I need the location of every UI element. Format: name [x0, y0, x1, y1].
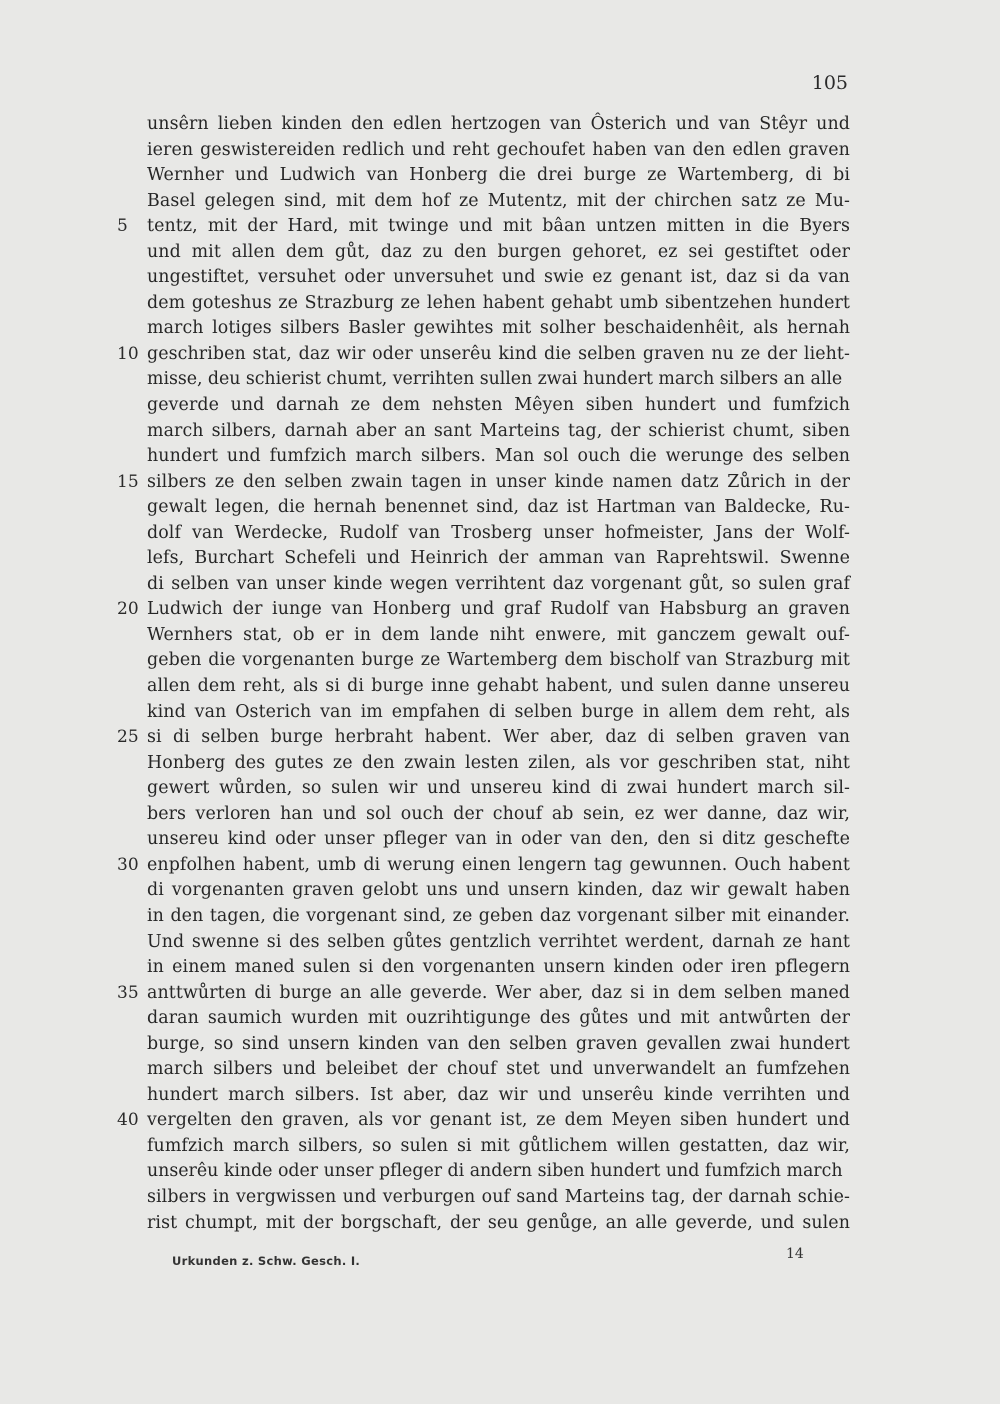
text-line — [147, 674, 850, 700]
line-text: fumfzich march silbers, so sulen si mit gůtlichem willen gestatten, daz wir, — [147, 1135, 850, 1156]
line-text: hundert march silbers. Ist aber, daz wir und unserêu kinde verrihten und — [147, 1084, 850, 1105]
line-text: hundert und fumfzich march silbers. Man sol ouch die werunge des selben — [147, 446, 850, 467]
line-number: 5 — [117, 216, 128, 237]
line-number: 15 — [117, 471, 139, 492]
line-text: unserêu kinde oder unser pfleger di andern siben hundert und fumfzich march — [147, 1161, 843, 1182]
line-text: in einem maned sulen si den vorgenanten unsern kinden oder iren pflegern — [147, 957, 850, 978]
text-line — [147, 367, 850, 393]
line-text: und mit allen dem gůt, daz zu den burgen gehoret, ez sei gestiftet oder — [147, 241, 850, 262]
line-text: kind van Osterich van im empfahen di selben burge in allem dem reht, als — [147, 701, 850, 722]
line-text: Wernhers stat, ob er in dem lande niht enwere, mit ganczem gewalt ouf- — [147, 624, 850, 645]
text-line — [147, 316, 850, 342]
line-text: Und swenne si des selben gůtes gentzlich verrihtet werdent, darnah ze hant — [147, 931, 850, 952]
text-line — [147, 776, 850, 802]
line-text: Honberg des gutes ze den zwain lesten zilen, als vor geschriben stat, niht — [147, 752, 850, 773]
line-text: allen dem reht, als si di burge inne gehabt habent, und sulen danne unsereu — [147, 676, 850, 697]
line-text: enpfolhen habent, umb di werung einen lengern tag gewunnen. Ouch habent — [147, 854, 850, 875]
signature-mark: Urkunden z. Schw. Gesch. I. — [172, 1254, 361, 1268]
line-number: 40 — [117, 1110, 139, 1131]
line-text: lefs, Burchart Schefeli und Heinrich der amman van Raprehtswil. Swenne — [147, 548, 850, 569]
text-line — [117, 1108, 850, 1134]
line-text: silbers in vergwissen und verburgen ouf sand Marteins tag, der darnah schie- — [147, 1186, 850, 1207]
text-line — [147, 112, 850, 138]
text-line — [147, 878, 850, 904]
text-line — [147, 572, 850, 598]
line-text: bers verloren han und sol ouch der chouf ab sein, ez wer danne, daz wir, — [147, 803, 850, 824]
text-line — [117, 725, 850, 751]
line-text: di selben van unser kinde wegen verrihtent daz vorgenant gůt, so sulen graf — [147, 573, 850, 594]
text-line — [147, 291, 850, 317]
text-line — [117, 342, 850, 368]
line-number: 10 — [117, 343, 139, 364]
text-line — [147, 930, 850, 956]
line-text: geverde und darnah ze dem nehsten Mêyen siben hundert und fumfzich — [147, 395, 850, 416]
line-text: misse, deu schierist chumt, verrihten sullen zwai hundert march silbers an alle — [147, 369, 843, 390]
text-line — [147, 904, 850, 930]
line-text: Wernher und Ludwich van Honberg die drei burge ze Wartemberg, di bi — [147, 165, 850, 186]
text-line — [147, 495, 850, 521]
text-line — [147, 1211, 850, 1237]
text-line — [147, 419, 850, 445]
line-text: ungestiftet, versuhet oder unversuhet und swie ez genant ist, daz si da van — [147, 267, 850, 288]
line-text: march silbers, darnah aber an sant Marteins tag, der schierist chumt, siben — [147, 420, 850, 441]
line-number: 25 — [117, 727, 139, 748]
text-line — [147, 521, 850, 547]
line-text: unsereu kind oder unser pfleger van in oder van den, den si ditz geschefte — [147, 829, 850, 850]
text-line — [117, 853, 850, 879]
main-text-block — [117, 112, 850, 1236]
line-number: 20 — [117, 599, 139, 620]
text-line — [147, 751, 850, 777]
text-line — [147, 444, 850, 470]
line-text: geben die vorgenanten burge ze Wartemberg dem bischolf van Strazburg mit — [147, 650, 850, 671]
text-line — [147, 393, 850, 419]
text-line — [147, 163, 850, 189]
line-text: march silbers und beleibet der chouf stet und unverwandelt an fumfzehen — [147, 1059, 850, 1080]
line-text: Ludwich der iunge van Honberg und graf Rudolf van Habsburg an graven — [147, 599, 850, 620]
line-text: gewalt legen, die hernah benennet sind, daz ist Hartman van Baldecke, Ru- — [147, 497, 850, 518]
line-text: geschriben stat, daz wir oder unserêu kind die selben graven nu ze der lieht- — [147, 343, 850, 364]
line-number: 35 — [117, 982, 139, 1003]
text-line — [147, 1185, 850, 1211]
text-line — [147, 827, 850, 853]
text-line — [147, 1006, 850, 1032]
text-line — [147, 1134, 850, 1160]
line-text: dem goteshus ze Strazburg ze lehen habent gehabt umb sibentzehen hundert — [147, 292, 850, 313]
line-text: unsêrn lieben kinden den edlen hertzogen van Ôsterich und van Stêyr und — [147, 114, 850, 134]
text-line — [147, 265, 850, 291]
line-text: anttwůrten di burge an alle geverde. Wer aber, daz si in dem selben maned — [147, 982, 850, 1003]
line-number: 30 — [117, 854, 139, 875]
line-text: Basel gelegen sind, mit dem hof ze Mutentz, mit der chirchen satz ze Mu- — [147, 190, 850, 211]
text-line — [147, 648, 850, 674]
text-line — [117, 214, 850, 240]
text-line — [117, 470, 850, 496]
text-line — [117, 597, 850, 623]
line-text: di vorgenanten graven gelobt uns und unsern kinden, daz wir gewalt haben — [147, 880, 850, 901]
text-line — [147, 1032, 850, 1058]
text-line — [147, 1083, 850, 1109]
text-line — [147, 1057, 850, 1083]
line-text: march lotiges silbers Basler gewihtes mit solher beschaidenhêit, als hernah — [147, 318, 850, 339]
text-line — [147, 138, 850, 164]
line-text: gewert wůrden, so sulen wir und unsereu kind di zwai hundert march sil- — [147, 778, 850, 799]
text-line — [147, 1159, 850, 1185]
line-text: dolf van Werdecke, Rudolf van Trosberg unser hofmeister, Jans der Wolf- — [147, 522, 850, 543]
text-line — [117, 981, 850, 1007]
text-line — [147, 700, 850, 726]
line-text: rist chumpt, mit der borgschaft, der seu genůge, an alle geverde, und sulen — [147, 1212, 850, 1233]
line-text: ieren geswistereiden redlich und reht gechoufet haben van den edlen graven — [147, 139, 850, 160]
page-number: 105 — [811, 72, 848, 94]
line-text: vergelten den graven, als vor genant ist, ze dem Meyen siben hundert und — [147, 1110, 850, 1131]
line-text: in den tagen, die vorgenant sind, ze geben daz vorgenant silber mit einander. — [147, 905, 850, 926]
text-line — [147, 955, 850, 981]
text-line — [147, 802, 850, 828]
text-line — [147, 623, 850, 649]
text-line — [147, 189, 850, 215]
text-line — [147, 546, 850, 572]
line-text: silbers ze den selben zwain tagen in unser kinde namen datz Zůrich in der — [147, 471, 850, 492]
line-text: tentz, mit der Hard, mit twinge und mit bâan untzen mitten in die Byers — [147, 216, 850, 237]
line-text: burge, so sind unsern kinden van den selben graven gevallen zwai hundert — [147, 1033, 850, 1054]
text-line — [147, 240, 850, 266]
sheet-number: 14 — [786, 1246, 804, 1262]
line-text: daran saumich wurden mit ouzrihtigunge des gůtes und mit antwůrten der — [147, 1008, 850, 1029]
line-text: si di selben burge herbraht habent. Wer aber, daz di selben graven van — [147, 727, 850, 748]
